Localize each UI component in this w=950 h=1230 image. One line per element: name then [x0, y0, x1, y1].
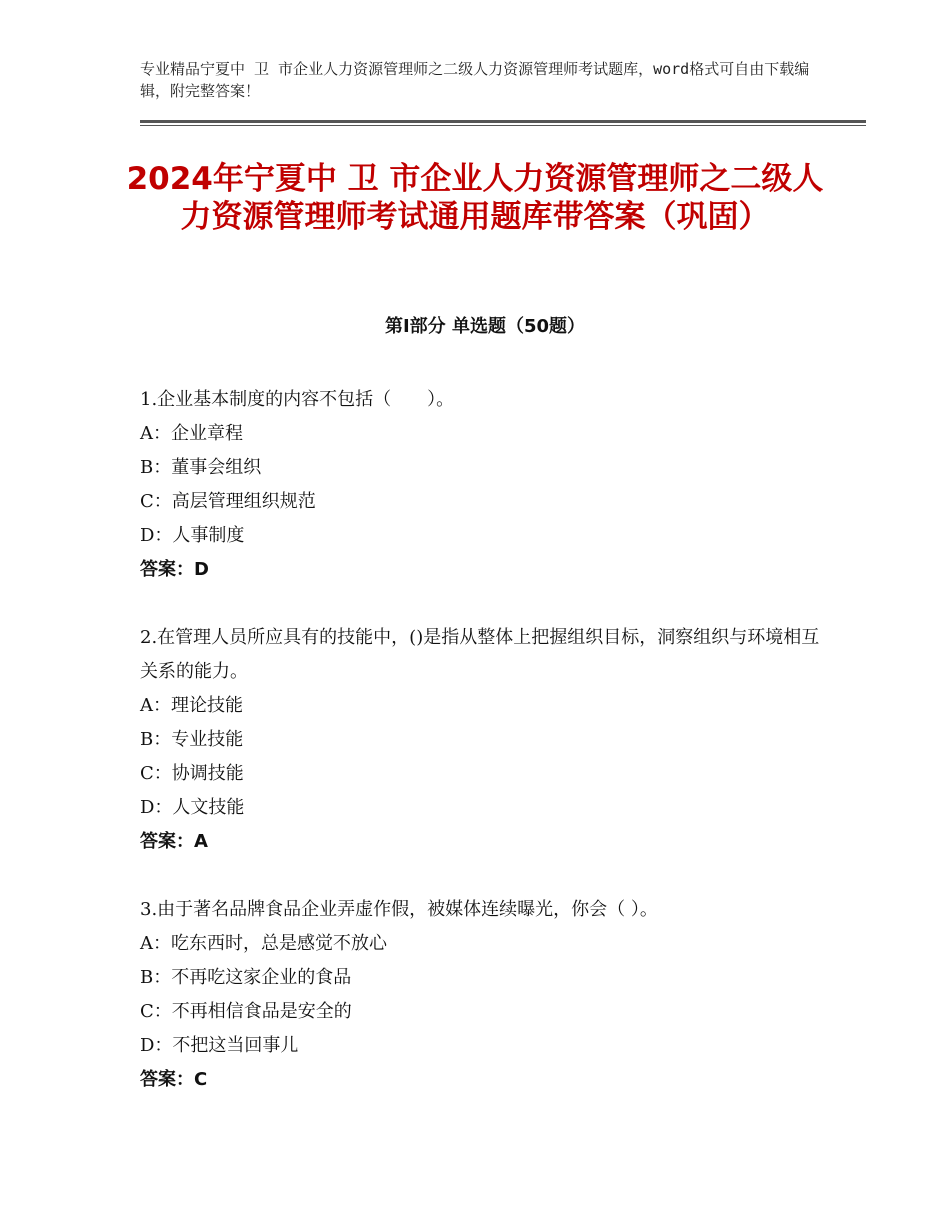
option-b: B：不再吃这家企业的食品 — [140, 967, 352, 988]
option-d: D：不把这当回事儿 — [140, 1035, 299, 1056]
question-3 — [140, 893, 830, 1097]
question-1 — [140, 383, 830, 587]
answer: 答案：C — [140, 1069, 208, 1090]
question-list — [140, 383, 830, 1131]
header-rule — [140, 120, 866, 123]
document-title: 2024年宁夏中 卫 市企业人力资源管理师之二级人力资源管理师考试通用题库带答案（巩固） — [126, 161, 824, 235]
option-c: C：协调技能 — [140, 763, 244, 784]
question-stem: 3.由于著名品牌食品企业弄虚作假，被媒体连续曝光，你会（ ）。 — [140, 899, 658, 920]
option-b: B：董事会组织 — [140, 457, 262, 478]
option-d: D：人文技能 — [140, 797, 245, 818]
header-rule-thin — [140, 125, 866, 126]
answer: 答案：A — [140, 831, 208, 852]
option-a: A：理论技能 — [140, 695, 243, 716]
header-note: 专业精品宁夏中 卫 市企业人力资源管理师之二级人力资源管理师考试题库，word格式可自由下载编辑，附完整答案！ — [140, 60, 810, 100]
section-heading: 第Ⅰ部分 单选题（50题） — [384, 316, 585, 337]
option-b: B：专业技能 — [140, 729, 244, 750]
option-a: A：企业章程 — [140, 423, 243, 444]
question-stem: 2.在管理人员所应具有的技能中，()是指从整体上把握组织目标，洞察组织与环境相互关系的能力。 — [140, 627, 820, 682]
option-c: C：不再相信食品是安全的 — [140, 1001, 352, 1022]
option-a: A：吃东西时，总是感觉不放心 — [140, 933, 387, 954]
answer: 答案：D — [140, 559, 209, 580]
option-d: D：人事制度 — [140, 525, 245, 546]
option-c: C：高层管理组织规范 — [140, 491, 316, 512]
question-stem: 1.企业基本制度的内容不包括（ ）。 — [140, 389, 455, 410]
question-2 — [140, 621, 830, 859]
